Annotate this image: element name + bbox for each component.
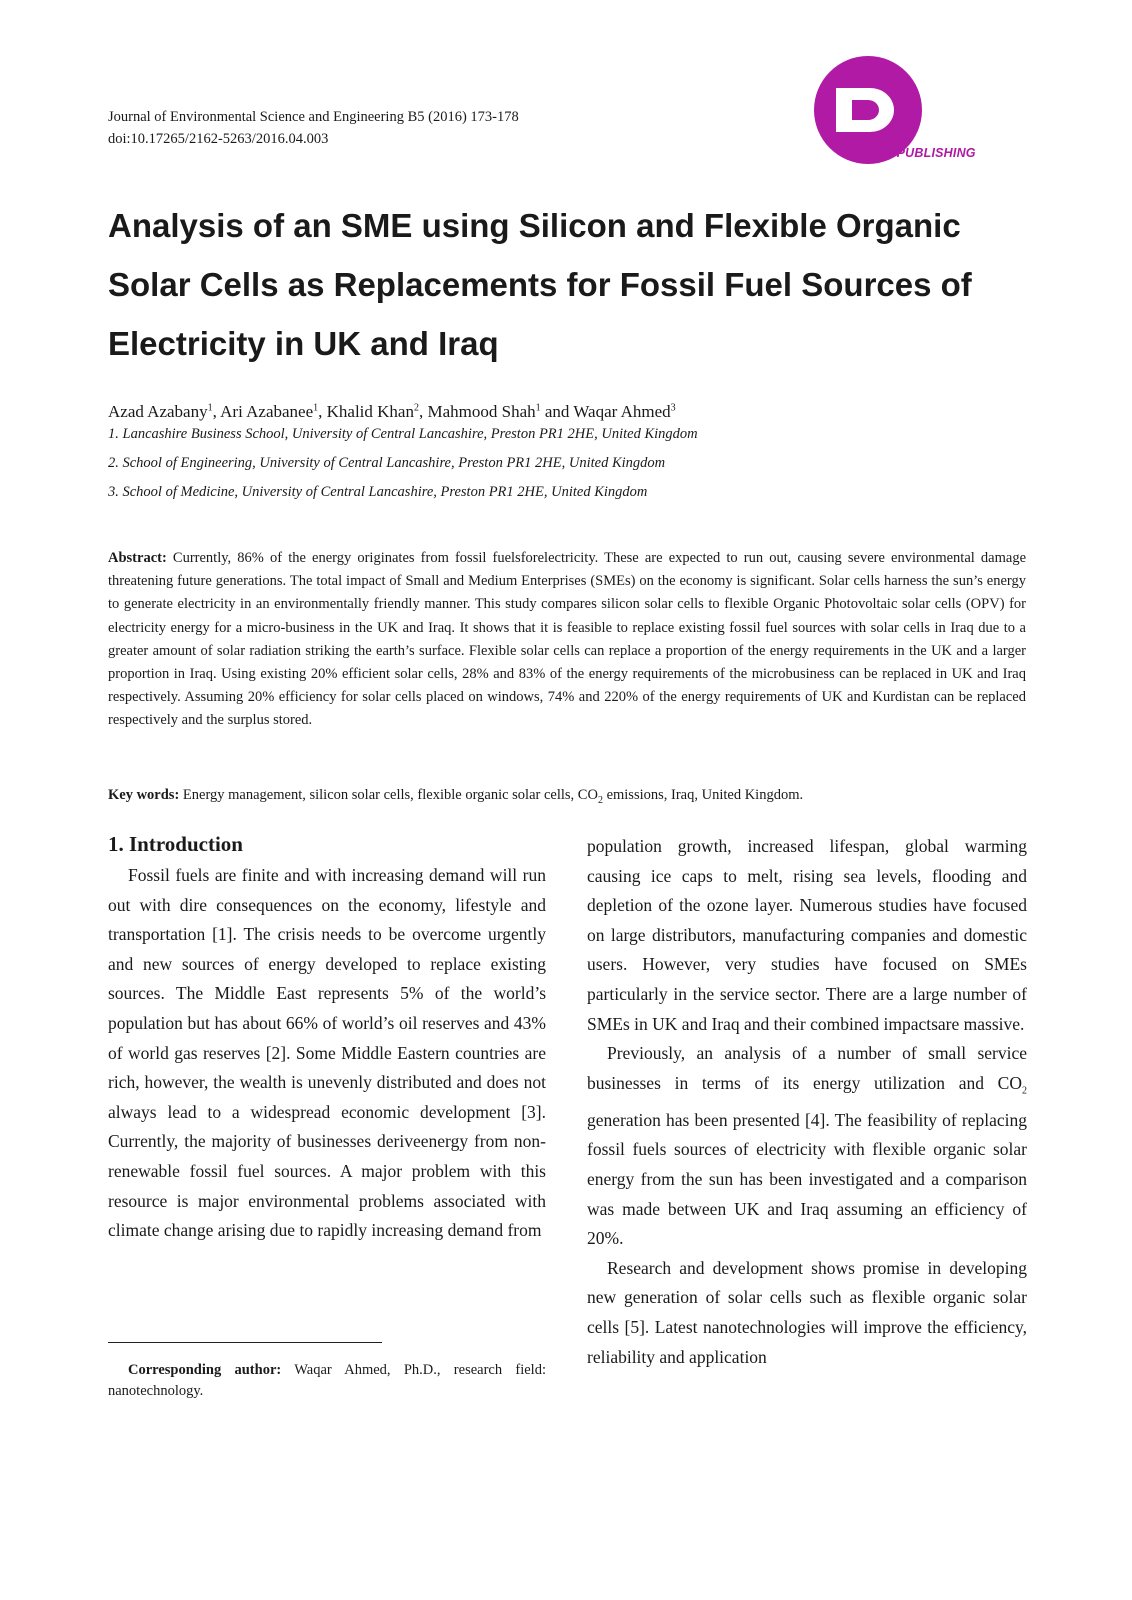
affiliation-marker: 3 [670, 402, 676, 414]
right-column [587, 832, 1027, 1372]
title-line: Analysis of an SME using Silicon and Flexible Organic [108, 207, 961, 244]
affiliation-3: 3. School of Medicine, University of Central Lancashire, Preston PR1 2HE, United Kingdom [108, 484, 648, 500]
author-name: Mahmood Shah [427, 402, 536, 421]
author-name: Khalid Khan [326, 402, 414, 421]
title-line: Solar Cells as Replacements for Fossil Fuel Sources of [108, 266, 972, 303]
paper-title [108, 196, 1028, 373]
author-name: Azad Azabany [108, 402, 208, 421]
journal-header [108, 106, 519, 150]
paragraph: population growth, increased lifespan, global warming causing ice caps to melt, rising sea levels, flooding and depletion of the ozone layer. Numerous studies have focused on large distributors, manufacturing companies and domestic users. However, very studies have focused on SMEs particularly in the service sector. There are a large number of SMEs in UK and Iraq and their combined impactsare massive. [587, 836, 1027, 1034]
paragraph-text: Previously, an analysis of a number of small service businesses in terms of its energy utilization and CO [587, 1043, 1027, 1093]
journal-citation: Journal of Environmental Science and Engineering B5 (2016) 173-178 [108, 109, 519, 125]
keywords-text: Energy management, silicon solar cells, flexible organic solar cells, CO [182, 787, 598, 803]
title-line: Electricity in UK and Iraq [108, 325, 499, 362]
footnote-label: Corresponding author: [128, 1362, 282, 1378]
footnote-text: Waqar Ahmed, Ph.D., research field: nanotechnology. [108, 1362, 546, 1399]
affiliation-marker: 2 [413, 402, 419, 414]
paragraph: Research and development shows promise in developing new generation of solar cells such as flexible organic solar cells [5]. Latest nanotechnologies will improve the efficiency, reliability and application [587, 1257, 1027, 1367]
keywords [108, 787, 803, 806]
affiliation-marker: 1 [535, 402, 541, 414]
keywords-subscript: 2 [597, 794, 603, 806]
paragraph: Fossil fuels are finite and with increasing demand will run out with dire consequences on the economy, lifestyle and transportation [1]. The crisis needs to be overcome urgently and new sources of energy developed to replace existing sources. The Middle East represents 5% of the world’s population but has about 66% of world’s oil reserves and 43% of world gas reserves [2]. Some Middle Eastern countries are rich, however, the wealth is unevenly distributed and does not always lead to a widespread economic development [3]. Currently, the majority of businesses deriveenergy from non-renewable fossil fuel sources. A major problem with this resource is major environmental problems associated with climate change arising due to rapidly increasing demand from [108, 865, 546, 1241]
author-name: Ari Azabanee [220, 402, 314, 421]
affiliation-1: 1. Lancashire Business School, University of Central Lancashire, Preston PR1 2HE, United Kingdom [108, 426, 698, 442]
paragraph-subscript: 2 [1022, 1085, 1027, 1097]
paragraph-text-end: generation has been presented [4]. The feasibility of replacing fossil fuels sources of electricity with flexible organic solar energy from the sun has been investigated and a comparison was made between UK and Iraq assuming an efficiency of 20%. [587, 1109, 1027, 1249]
section-heading: 1. Introduction [108, 832, 243, 856]
paragraph [587, 1039, 1027, 1254]
publisher-logo [814, 56, 1024, 168]
left-column [108, 861, 546, 1246]
author-name: Waqar Ahmed [573, 402, 671, 421]
abstract [108, 547, 1026, 733]
doi: doi:10.17265/2162-5263/2016.04.003 [108, 131, 329, 147]
footnote [108, 1360, 546, 1402]
affiliation-2: 2. School of Engineering, University of Central Lancashire, Preston PR1 2HE, United Kingdom [108, 455, 666, 471]
author-list: Azad Azabany$^1$, Ari Azabanee$^1$, Khalid Khan$^2$, Mahmood Shah$^1$ and Waqar Ahmed$^3$ [108, 402, 676, 421]
publisher-name: DAVID PUBLISHING [854, 146, 976, 160]
keywords-text-end: emissions, Iraq, United Kingdom. [602, 787, 804, 803]
affiliation-marker: 1 [313, 402, 319, 414]
footnote-divider [108, 1342, 382, 1343]
affiliation-marker: 1 [207, 402, 213, 414]
keywords-label: Key words: [108, 787, 180, 803]
abstract-text: Currently, 86% of the energy originates from fossil fuelsforelectricity. These are expected to run out, causing severe environmental damage threatening future generations. The total impact of Small and Medium Enterprises (SMEs) on the economy is significant. Solar cells harness the sun’s energy to generate electricity in an environmentally friendly manner. This study compares silicon solar cells to flexible Organic Photovoltaic solar cells (OPV) for electricity energy for a micro-business in the UK and Iraq. It shows that it is feasible to replace existing fossil fuel sources with solar cells in Iraq due to a greater amount of solar radiation striking the earth’s surface. Flexible solar cells can replace a proportion of the energy requirements in the UK and a larger proportion in Iraq. Using existing 20% efficient solar cells, 28% and 83% of the energy requirements of the microbusiness can be replaced in UK and Iraq respectively. Assuming 20% efficiency for solar cells placed on windows, 74% and 220% of the energy requirements of UK and Kurdistan can be replaced respectively and the surplus stored. [108, 550, 1026, 729]
abstract-label: Abstract: [108, 550, 167, 566]
author-conjunction: and [544, 402, 570, 421]
